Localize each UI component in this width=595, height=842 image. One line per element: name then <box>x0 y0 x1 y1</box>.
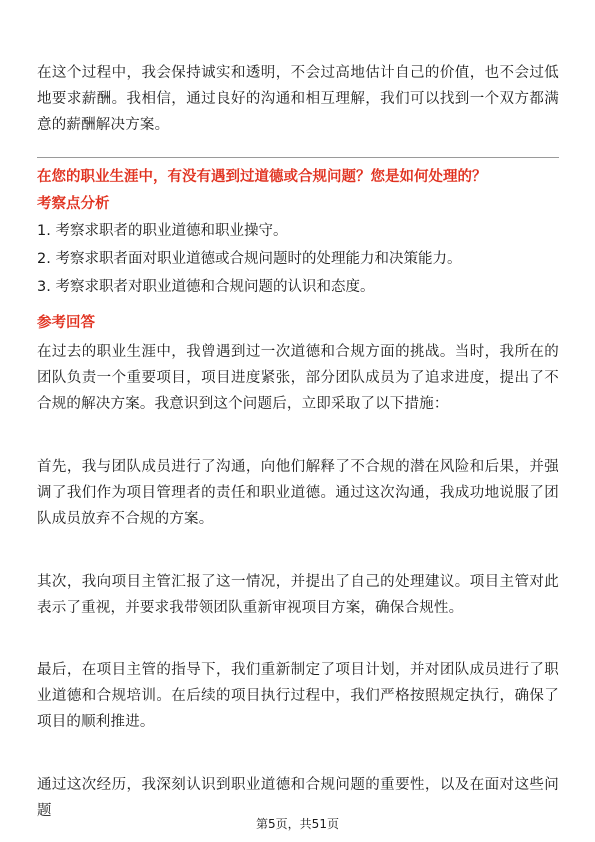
answer-paragraph-3: 其次，我向项目主管汇报了这一情况，并提出了自己的处理建议。项目主管对此表示了重视，并要求我带领团队重新审视项目方案，确保合规性。 <box>37 574 559 616</box>
answer-paragraph-5: 通过这次经历，我深刻认识到职业道德和合规问题的重要性，以及在面对这些问题 <box>37 777 559 819</box>
answer-paragraph-1: 在过去的职业生涯中，我曾遇到过一次道德和合规方面的挑战。当时，我所在的团队负责一个重要项目，项目进度紧张，部分团队成员为了追求进度，提出了不合规的解决方案。我意识到这个问题后，立即采取了以下措施： <box>37 344 559 412</box>
question-heading: 在您的职业生涯中，有没有遇到过道德或合规问题？您是如何处理的？ <box>37 169 487 185</box>
analysis-item-2: 2. 考察求职者面对职业道德或合规问题时的处理能力和决策能力。 <box>37 251 462 267</box>
section-divider <box>37 157 559 158</box>
analysis-title: 考察点分析 <box>37 196 110 212</box>
analysis-item-1: 1. 考察求职者的职业道德和职业操守。 <box>37 223 288 239</box>
answer-title: 参考回答 <box>37 315 95 331</box>
analysis-item-3: 3. 考察求职者对职业道德和合规问题的认识和态度。 <box>37 279 375 295</box>
intro-paragraph: 在这个过程中，我会保持诚实和透明，不会过高地估计自己的价值，也不会过低地要求薪酬。我相信，通过良好的沟通和相互理解，我们可以找到一个双方都满意的薪酬解决方案。 <box>37 65 559 133</box>
page-number: 第5页，共51页 <box>256 817 339 831</box>
answer-paragraph-2: 首先，我与团队成员进行了沟通，向他们解释了不合规的潜在风险和后果，并强调了我们作为项目管理者的责任和职业道德。通过这次沟通，我成功地说服了团队成员放弃不合规的方案。 <box>37 459 559 527</box>
answer-paragraph-4: 最后，在项目主管的指导下，我们重新制定了项目计划，并对团队成员进行了职业道德和合规培训。在后续的项目执行过程中，我们严格按照规定执行，确保了项目的顺利推进。 <box>37 662 559 730</box>
